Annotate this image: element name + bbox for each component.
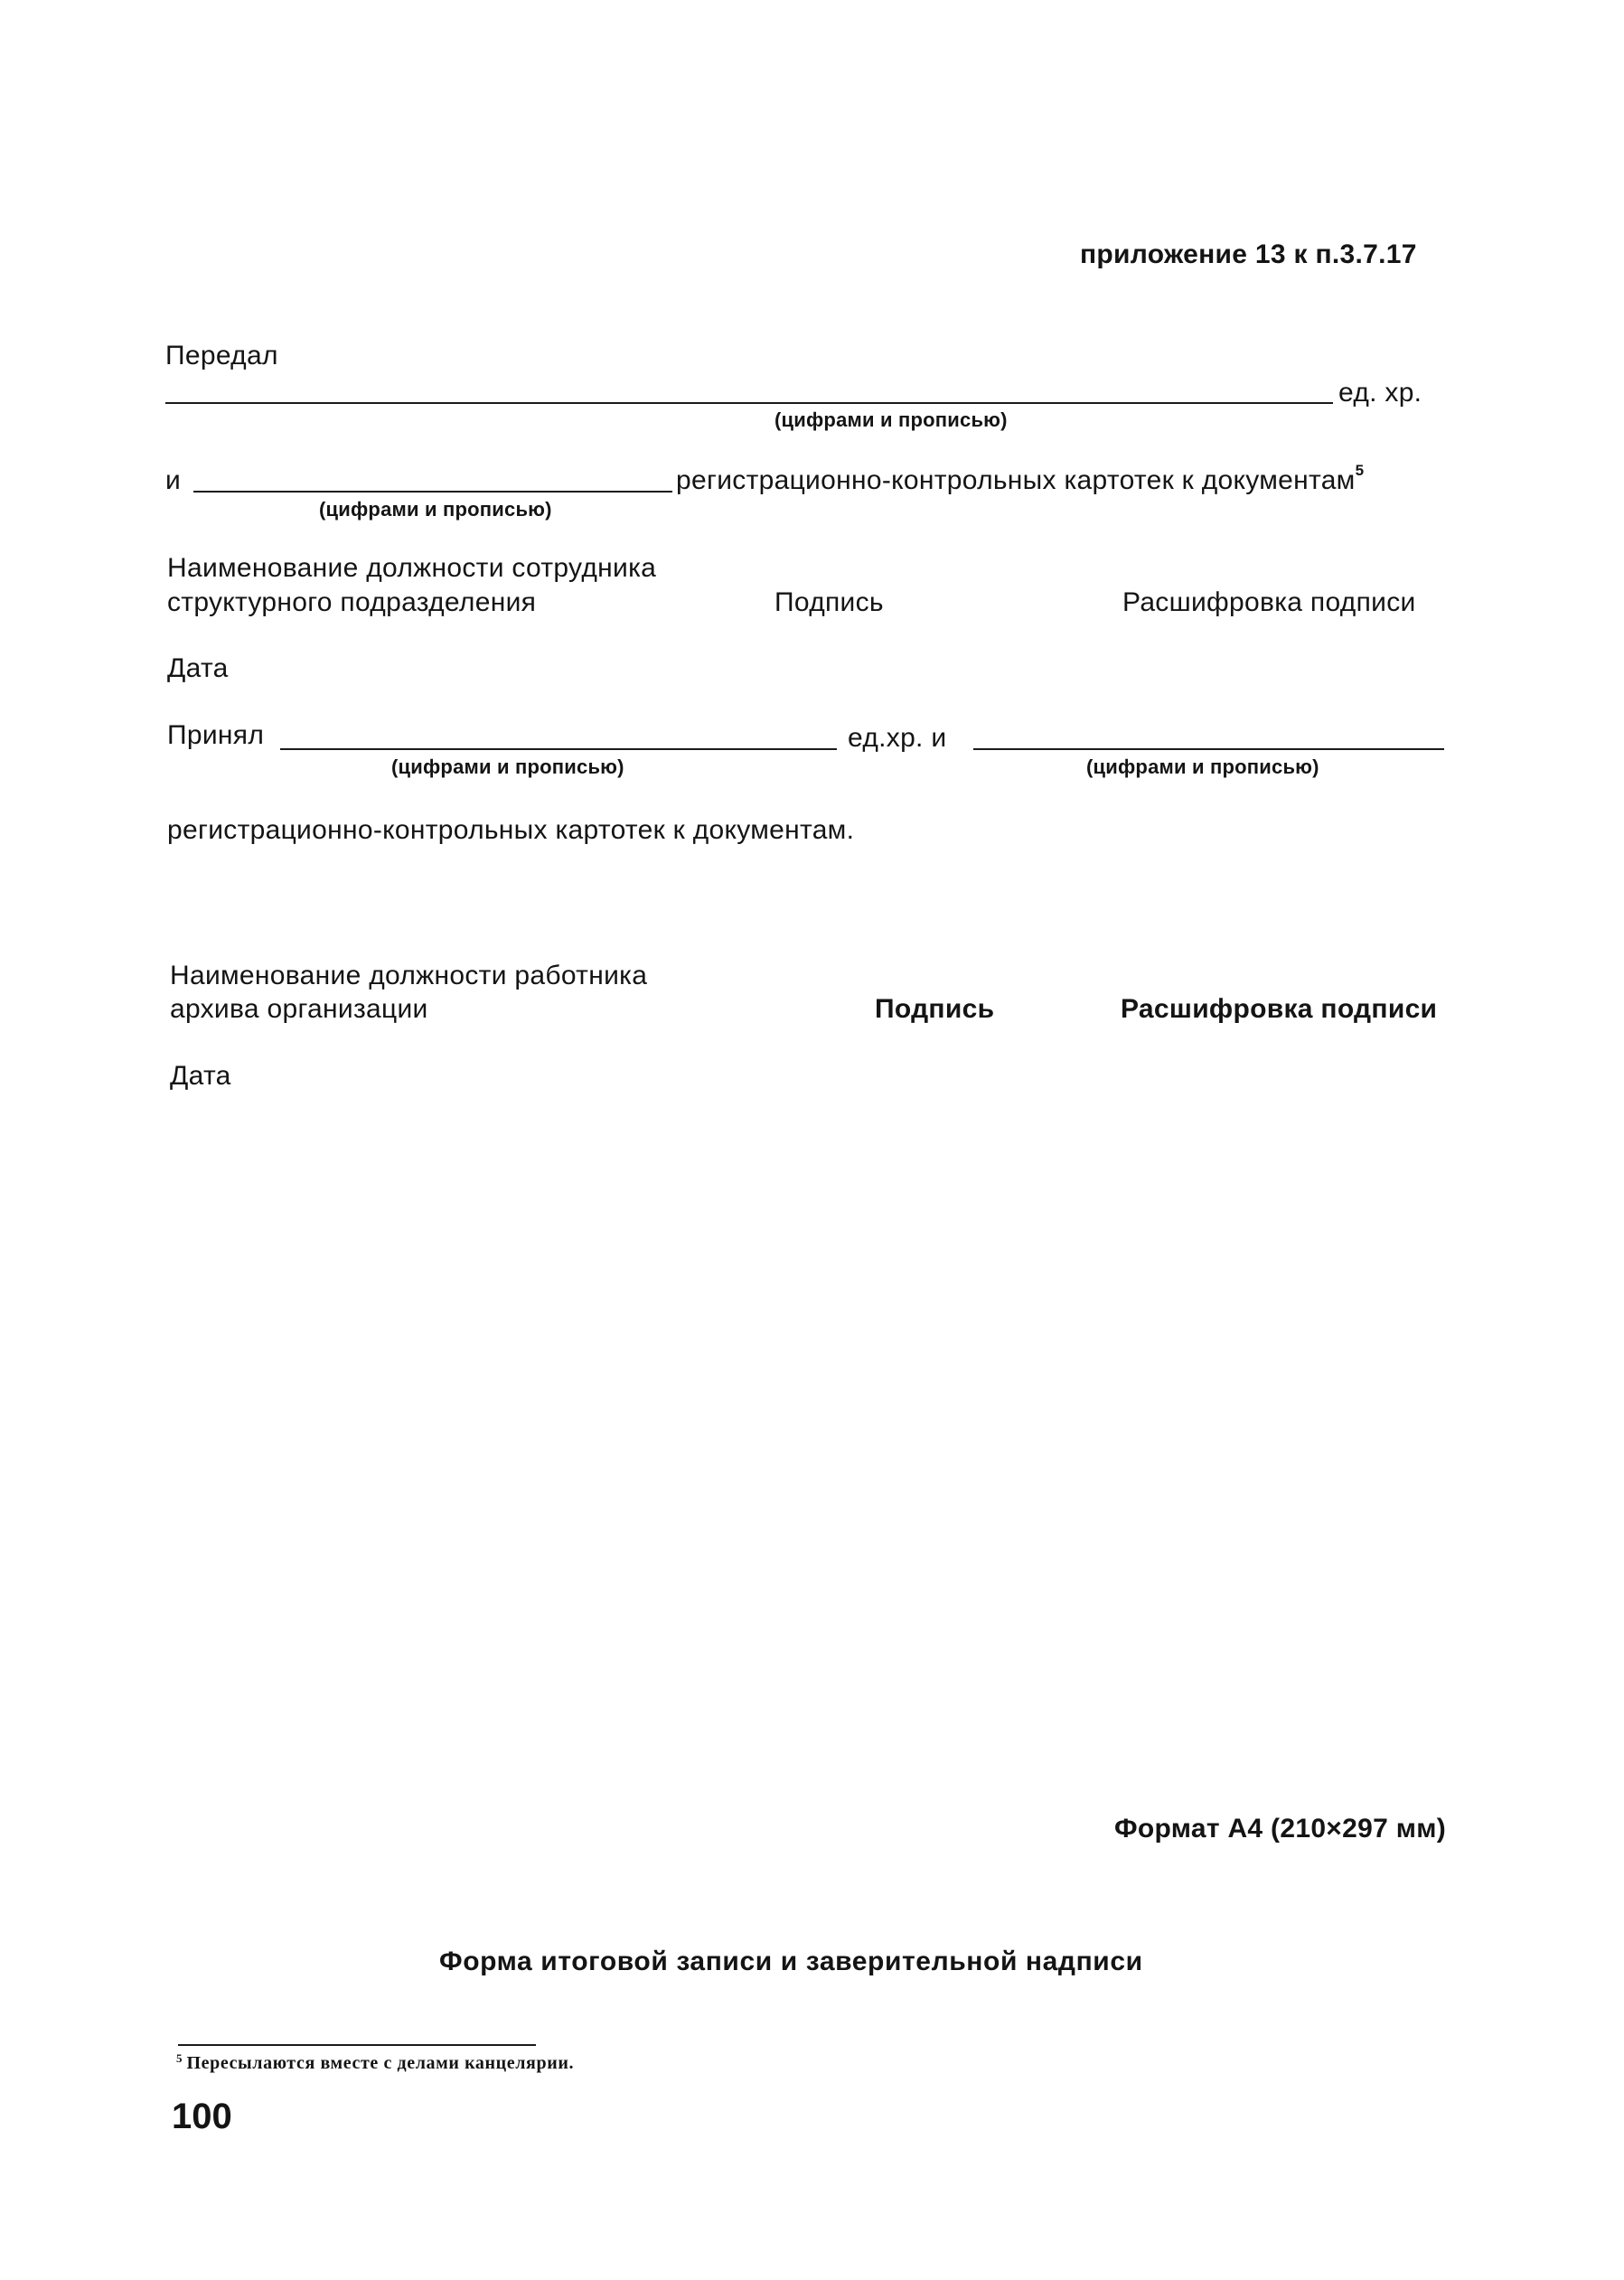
accepted-units-field[interactable] [280, 748, 837, 750]
handed-units-caption: (цифрами и прописью) [774, 408, 1008, 431]
appendix-reference: приложение 13 к п.3.7.17 [1080, 239, 1417, 269]
footnote-mark: 5 [176, 2051, 183, 2065]
signer1-date: Дата [167, 653, 229, 683]
signer2-decoding: Расшифровка подписи [1121, 994, 1438, 1024]
handed-units-field[interactable] [165, 402, 1333, 404]
accepted-cards-field[interactable] [973, 748, 1444, 750]
accepted-cards-caption: (цифрами и прописью) [1086, 755, 1319, 778]
signer1-position-line2: структурного подразделения [167, 587, 537, 617]
next-form-title: Форма итоговой записи и заверительной надписи [439, 1947, 1143, 1976]
format-note: Формат А4 (210×297 мм) [1114, 1814, 1446, 1844]
handed-cards-caption: (цифрами и прописью) [319, 498, 552, 521]
accepted-units-and: ед.хр. и [848, 723, 947, 753]
signer2-date: Дата [170, 1061, 231, 1091]
signer1-decoding: Расшифровка подписи [1122, 587, 1416, 617]
handed-cards-label: регистрационно-контрольных картотек к документам [676, 465, 1356, 495]
footnote-reference: 5 [1355, 462, 1365, 479]
page-number: 100 [172, 2097, 232, 2136]
footnote-text: Пересылаются вместе с делами канцелярии. [186, 2053, 575, 2073]
handed-label: Передал [165, 341, 278, 371]
signer2-position-line1: Наименование должности работника [170, 961, 648, 990]
handed-and: и [165, 465, 182, 495]
handed-units-suffix: ед. хр. [1338, 378, 1422, 408]
signer1-signature: Подпись [774, 587, 884, 617]
signer2-position-line2: архива организации [170, 994, 428, 1024]
footnote-divider [178, 2044, 536, 2046]
accepted-cards-text: регистрационно-контрольных картотек к документам. [167, 815, 855, 845]
footnote [176, 2053, 574, 2074]
signer2-signature: Подпись [875, 994, 995, 1024]
handed-cards-text [676, 462, 1365, 496]
handed-cards-field[interactable] [193, 491, 672, 493]
signer1-position-line1: Наименование должности сотрудника [167, 553, 657, 583]
accepted-label: Принял [167, 720, 265, 750]
accepted-units-caption: (цифрами и прописью) [391, 755, 624, 778]
